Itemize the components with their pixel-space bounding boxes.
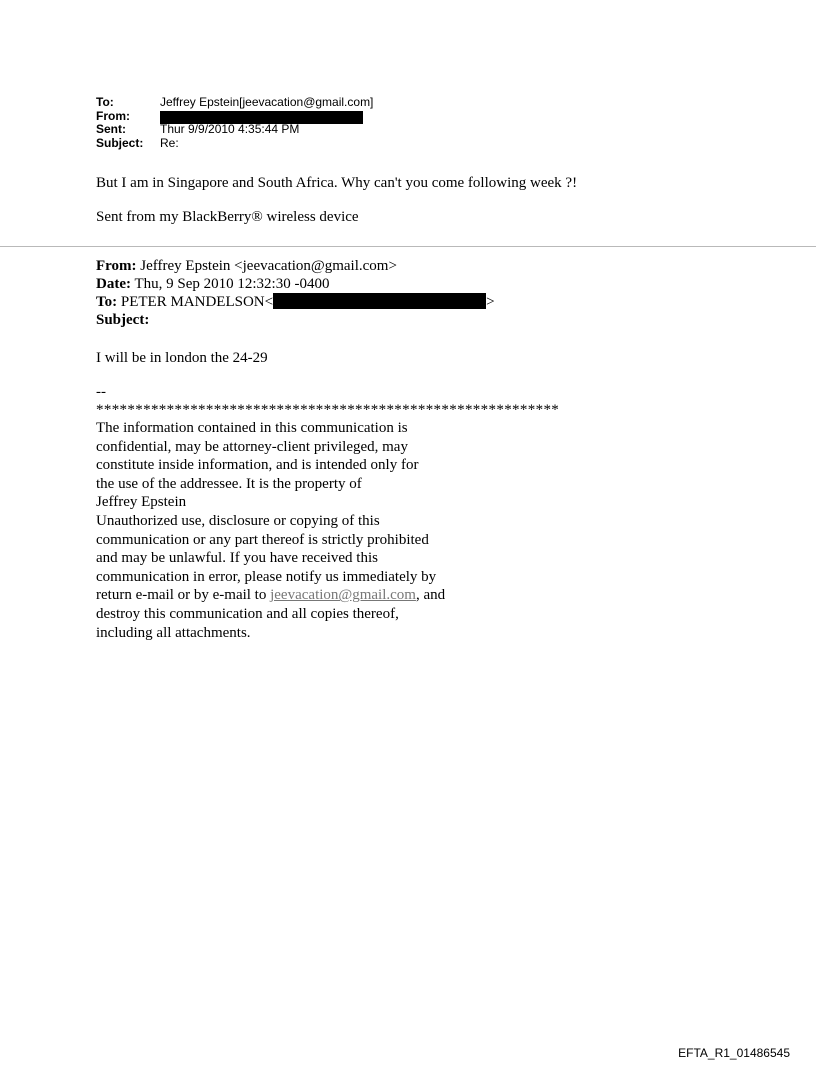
subject-label: Subject:	[96, 135, 144, 150]
disclaimer-line: the use of the addressee. It is the property of	[96, 475, 362, 492]
quoted-to-value: PETER MANDELSON<	[117, 294, 274, 310]
from-label: From:	[96, 108, 130, 123]
message-signature: Sent from my BlackBerry® wireless device	[96, 209, 359, 225]
disclaimer-line: Jeffrey Epstein	[96, 494, 187, 511]
sent-label: Sent:	[96, 122, 126, 136]
header-sent-row	[96, 123, 373, 137]
sent-value: Thur 9/9/2010 4:35:44 PM	[160, 122, 300, 136]
subject-value: Re:	[160, 135, 179, 150]
quoted-subject-row	[96, 311, 559, 329]
disclaimer-line: and may be unlawful. If you have received this	[96, 550, 378, 567]
quoted-date-value: Thu, 9 Sep 2010 12:32:30 -0400	[130, 276, 330, 292]
quoted-body: I will be in london the 24-29	[96, 350, 268, 366]
divider-stars: ***********************************************************	[96, 402, 560, 418]
quoted-date-row	[96, 275, 559, 293]
disclaimer-line	[96, 586, 559, 605]
document-id: EFTA_R1_01486545	[678, 1046, 790, 1060]
quoted-from-value: Jeffrey Epstein <jeevacation@gmail.com>	[136, 258, 397, 274]
disclaimer-line: destroy this communication and all copies thereof,	[96, 605, 399, 622]
separator-line	[0, 246, 816, 247]
disclaimer-line: The information contained in this communication is	[96, 420, 408, 436]
disclaimer-line: constitute inside information, and is intended only for	[96, 457, 419, 474]
header-from-row	[96, 110, 373, 124]
to-value: Jeffrey Epstein[jeevacation@gmail.com]	[160, 95, 374, 109]
quoted-from-row	[96, 257, 559, 275]
disclaimer-line: communication in error, please notify us immediately by	[96, 568, 437, 585]
disclaimer-line: communication or any part thereof is strictly prohibited	[96, 531, 429, 548]
message-text: But I am in Singapore and South Africa. Why can't you come following week ?!	[96, 175, 578, 191]
quoted-from-label: From:	[96, 258, 137, 274]
quoted-to-close: >	[486, 294, 495, 310]
redaction-bar	[273, 293, 486, 309]
email-header	[96, 96, 373, 150]
email-link[interactable]: jeevacation@gmail.com	[270, 587, 416, 604]
header-subject-row	[96, 137, 373, 151]
disclaimer-post-link: , and	[415, 587, 446, 604]
disclaimer-line: confidential, may be attorney-client privileged, may	[96, 438, 408, 455]
disclaimer-line: Unauthorized use, disclosure or copying of this	[96, 512, 380, 529]
signature-dash: --	[96, 384, 106, 400]
quoted-date-label: Date:	[96, 276, 131, 292]
to-label: To:	[96, 95, 114, 109]
quoted-to-label: To:	[96, 294, 118, 310]
disclaimer-pre-link: return e-mail or by e-mail to	[96, 587, 271, 604]
header-to-row	[96, 96, 373, 110]
quoted-subject-label: Subject:	[96, 312, 150, 328]
disclaimer-line: including all attachments.	[96, 624, 251, 641]
quoted-message	[96, 257, 559, 642]
quoted-to-row	[96, 293, 559, 311]
disclaimer	[96, 419, 559, 642]
message-body	[96, 174, 577, 226]
